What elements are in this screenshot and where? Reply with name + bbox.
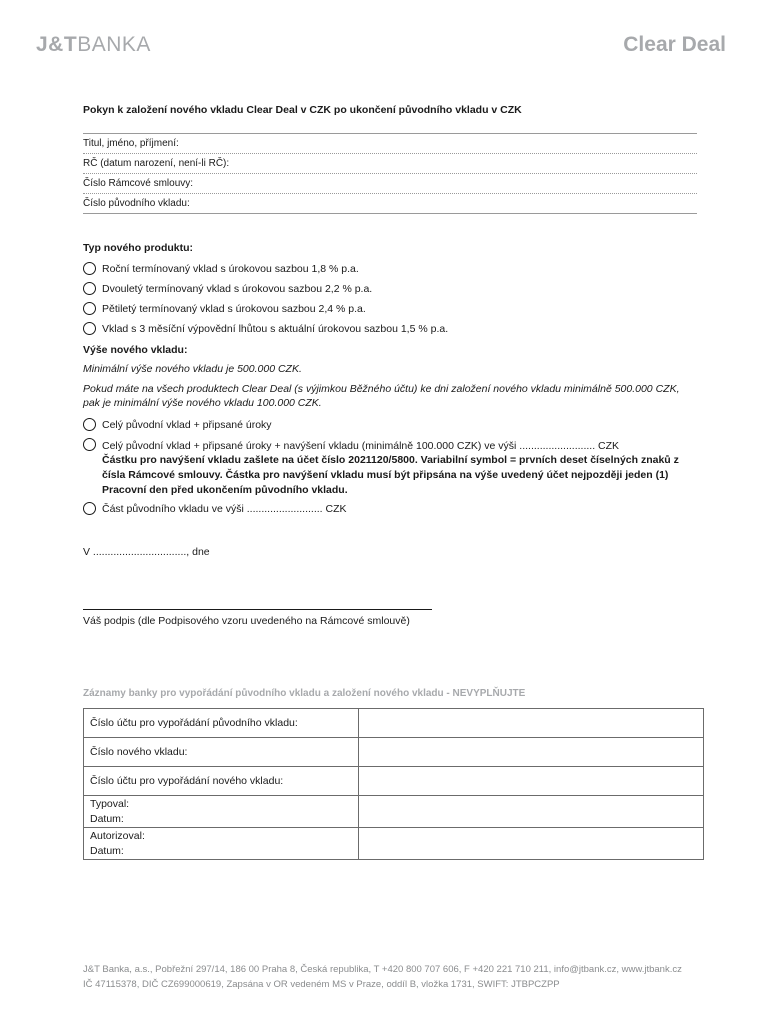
logo-jt: J&T — [36, 33, 78, 56]
bank-records-heading: Záznamy banky pro vypořádání původního vkladu a založení nového vkladu - NEVYPLŇUJTE — [83, 688, 526, 699]
increase-payment-instructions: Částku pro navýšení vkladu zašlete na účet číslo 2021120/5800. Variabilní symbol = prvních deset číselných znaků z čísla Rámcové smlouvy. Částka pro navýšení vkladu musí být připsána na výše uvedený účet nejpozději jeden (1) Pracovní den před ukončením původního vkladu. — [102, 454, 679, 496]
amount-option-label: Část původního vkladu ve výši .......................... CZK — [102, 503, 347, 515]
date-label: Datum: — [90, 812, 124, 825]
amount-option-label: Celý původní vklad + připsané úroky + navýšení vkladu (minimálně 100.000 CZK) ve výši .......................... CZK — [102, 440, 620, 452]
amount-option-increase-text — [102, 439, 682, 498]
birth-number-field[interactable]: RČ (datum narození, není-li RČ): — [83, 154, 697, 174]
table-cell-label — [84, 796, 359, 828]
product-option-2[interactable] — [83, 283, 372, 295]
table-cell-value — [359, 709, 704, 738]
minimum-amount-note: Minimální výše nového vkladu je 500.000 CZK. — [83, 363, 302, 375]
product-option-3[interactable] — [83, 303, 366, 315]
product-option-1[interactable] — [83, 263, 359, 275]
client-fields — [83, 133, 697, 214]
bank-logo — [36, 33, 151, 57]
place-date-field[interactable]: V ................................, dne — [83, 546, 210, 558]
table-cell-label: Číslo účtu pro vypořádání původního vkladu: — [84, 709, 359, 738]
amount-heading: Výše nového vkladu: — [83, 344, 188, 356]
amount-option-part[interactable] — [83, 503, 347, 515]
table-cell-label — [84, 828, 359, 860]
table-cell-value — [359, 828, 704, 860]
product-option-label: Dvouletý termínovaný vklad s úrokovou sazbou 2,2 % p.a. — [102, 283, 373, 295]
signature-caption: Váš podpis (dle Podpisového vzoru uvedeného na Rámcové smlouvě) — [83, 615, 410, 627]
table-row — [84, 796, 704, 828]
radio-icon[interactable] — [83, 302, 96, 315]
radio-icon[interactable] — [83, 322, 96, 335]
table-cell-label: Číslo nového vkladu: — [84, 738, 359, 767]
footer — [83, 962, 682, 992]
table-cell-value — [359, 767, 704, 796]
framework-contract-field[interactable]: Číslo Rámcové smlouvy: — [83, 174, 697, 194]
typed-by-label: Typoval: — [90, 798, 130, 810]
radio-icon[interactable] — [83, 262, 96, 275]
table-row — [84, 767, 704, 796]
product-type-heading: Typ nového produktu: — [83, 242, 194, 254]
radio-icon[interactable] — [83, 438, 96, 451]
radio-icon[interactable] — [83, 282, 96, 295]
name-field[interactable]: Titul, jméno, příjmení: — [83, 134, 697, 154]
table-cell-value — [359, 796, 704, 828]
footer-registration: IČ 47115378, DIČ CZ699000619, Zapsána v OR vedeném MS v Praze, oddíl B, vložka 1731, SWIFT: JTBPCZPP — [83, 979, 560, 990]
table-row — [84, 828, 704, 860]
table-cell-value — [359, 738, 704, 767]
footer-address: J&T Banka, a.s., Pobřežní 297/14, 186 00 Praha 8, Česká republika, T +420 800 707 606, F +420 221 710 211, info@jtbank.cz, www.jtbank.cz — [83, 964, 682, 975]
table-cell-label: Číslo účtu pro vypořádání nového vkladu: — [84, 767, 359, 796]
product-option-label: Pětiletý termínovaný vklad s úrokovou sazbou 2,4 % p.a. — [102, 303, 366, 315]
radio-icon[interactable] — [83, 502, 96, 515]
amount-option-increase[interactable] — [83, 439, 683, 498]
amount-option-full[interactable] — [83, 419, 272, 431]
minimum-condition-note: Pokud máte na všech produktech Clear Deal (s výjimkou Běžného účtu) ke dni založení nového vkladu minimálně 500.000 CZK, pak je minimální výše nového vkladu 100.000 CZK. — [83, 383, 680, 409]
authorized-by-label: Autorizoval: — [90, 830, 145, 842]
product-name: Clear Deal — [623, 33, 726, 56]
bank-records-table — [83, 708, 704, 860]
radio-icon[interactable] — [83, 418, 96, 431]
signature-line[interactable] — [83, 609, 432, 610]
amount-option-label: Celý původní vklad + připsané úroky — [102, 419, 272, 431]
date-label: Datum: — [90, 844, 124, 857]
table-row — [84, 738, 704, 767]
form-title: Pokyn k založení nového vkladu Clear Deal v CZK po ukončení původního vkladu v CZK — [83, 104, 522, 116]
original-deposit-field[interactable]: Číslo původního vkladu: — [83, 194, 697, 214]
table-row — [84, 709, 704, 738]
product-option-label: Roční termínovaný vklad s úrokovou sazbou 1,8 % p.a. — [102, 263, 359, 275]
product-option-label: Vklad s 3 měsíční výpovědní lhůtou s aktuální úrokovou sazbou 1,5 % p.a. — [102, 323, 449, 335]
product-option-4[interactable] — [83, 323, 448, 335]
logo-banka: BANKA — [77, 33, 151, 56]
